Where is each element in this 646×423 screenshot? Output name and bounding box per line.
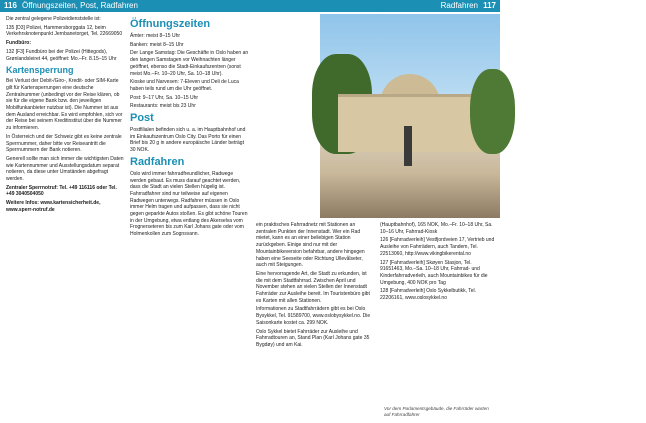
col4-p3: 127 [Fahrradverleih] Skøyen Stasjon, Tel. 91651463, Mo.–Sa. 10–18 Uhr, Fahrrad- und Kinderfahrradverleih, auch Mountainbikes für die Umgebung, 400 NOK pro Tag [380, 259, 488, 286]
col3-p2: Eine hervorragende Art, die Stadt zu erkunden, ist die mit dem Stadtfahrrad. Zwischen April und November stehen an vielen Stellen der Innenstadt Fahrräder zur Ausleihe bereit. Im Touristenbüro gibt es Karten mit allen Stationen. [256, 270, 370, 304]
col1-p7: Zentraler Sperrnotruf: Tel. +49 116116 oder Tel. +49 3040504050 [6, 184, 117, 198]
col3-p3: Informationen zu Stadtfahrrädern gibt es bei Oslo Bysykkel, Tel. 91589700, www.oslobysykkel.no. Die Saisonkarte kostet ca. 299 NOK. [256, 306, 371, 326]
oeff-item-4: Kioske und Narvesen: 7-Eleven und Deli de Luca haben teils rund um die Uhr geöffnet. [130, 79, 239, 92]
col4-p2: 126 [Fahrradverleih] Vestfjordveien 17, Vertrieb und Ausleihe von Fahrrädern, auch Tandem, Tel. 22513060, http://www.vikingbikerental.no [380, 237, 495, 257]
heading-oeffnungszeiten: Öffnungszeiten [130, 18, 211, 30]
col1-p4: Bei Verlust der Debit-/Giro-, Kredit- oder SIM-Karte gilt für Kartensperrungen eine deutsche Zentralnummer (unbedingt vor der Reise klären, ob sie für die eigene Bank bzw. den jeweiligen Mobilfunkanbieter nutzbar ist). Die Nummer ist aus dem Ausland erreichbar. Es wird empfohlen, sich vor der Reise bei seinem Kreditinstitut über die Nummer zu informieren. [6, 78, 123, 132]
radfahren-text: Oslo wird immer fahrradfreundlicher, Radwege werden gebaut. Es muss darauf geachtet werden, dass die Stadt an vielen Stellen hügelig ist. Fahrradfahrer sind nur teilweise auf eigenen Radwegen unterwegs. Radfahrer müssen in Oslo immer Helm tragen und aufpassen, dass sie nicht gegen geparkte Autos stoßen. Es gibt schöne Touren in der Umgebung, etwa entlang des Akerselva vom Frognerseteren bis zum Karl Johans gate oder vom Holmenkollen zum Sognsvann. [130, 170, 248, 238]
col1-p8: Weitere Infos: www.kartensicherheit.de, www.sperr-notruf.de [6, 200, 101, 213]
post-text: Postfilialen befinden sich u. a. im Hauptbahnhof und im Einkaufszentrum Oslo City. Das Porto für einen Brief bis 20 g in andere europäische Länder beträgt 30 NOK. [130, 127, 246, 154]
oeff-item-6: Restaurants: meist bis 23 Uhr [130, 103, 196, 110]
running-title-right: Radfahren [440, 1, 478, 10]
oeff-item-2: Banken: meist 8–15 Uhr [130, 41, 184, 48]
parliament-photo [320, 14, 646, 218]
column-3 [256, 222, 374, 351]
col1-p6: Generell sollte man sich immer die wichtigsten Daten wie Kartennummer und Ausstellungsdatum separat notieren, da diese unter Umständen abgefragt werden. [6, 155, 124, 183]
col1-p3: 132 [F3] Fundbüro bei der Polizei (Hittegods), Grønlandsleiret 44, geöffnet: Mo.–Fr. 8.15–15 Uhr [6, 48, 117, 62]
col3-p1: ein praktisches Fahrradnetz mit Stationen an zentralen Punkten der Innenstadt. Wer ein Rad mietet, kann es an einer beliebigen Station zurückgeben. Einige sind nur mit der Mountainbikeversion befahrbar, andere hingegen haben eine Seeseite oder Richtung Ullevålseter, auch mit Steigungen. [256, 222, 365, 269]
col1-p2: 135 [D3] Polizei, Hammersborggata 12, beim Verkehrsknotenpunkt Jernbanetorget, Tel. 22669050 [6, 24, 123, 38]
col4-p4: 128 [Fahrradverleih] Oslo Sykkelbutikk, Tel. 22206161, www.oslosykkel.no [380, 288, 477, 302]
heading-kartensperrung: Kartensperrung [6, 65, 74, 76]
page-number-right: 117 [483, 1, 496, 10]
oeff-item-1: Ämter: meist 8–15 Uhr [130, 33, 181, 39]
photo-caption: Vor dem Parlamentsgebäude, die Fahrräder warten auf Fahrradfahrer [384, 406, 489, 417]
col1-p5: In Österreich und der Schweiz gibt es keine zentrale Sperrnummer, daher bitte vor Reiseantritt die Sperrnummern der Bank notieren. [6, 133, 122, 154]
oeff-item-5: Post: 9–17 Uhr, Sa. 10–15 Uhr [130, 94, 199, 101]
heading-radfahren: Radfahren [130, 155, 185, 168]
column-1 [6, 16, 124, 216]
heading-post: Post [130, 112, 154, 125]
oeff-item-3: Der Lange Samstag: Die Geschäfte in Oslo haben an den langen Samstagen vor Weihnachten länger geöffnet, ebenso die Stadt-Einkaufszentren (sonst meist Mo.–Fr. 10–20 Uhr, Sa. 10–18 Uhr). [130, 50, 249, 77]
page-number-left: 116 [4, 1, 17, 10]
column-4 [380, 222, 496, 304]
page-header-bar [0, 0, 500, 12]
column-2 [130, 16, 250, 240]
running-title-left: Öffnungszeiten, Post, Radfahren [22, 1, 138, 10]
col3-p4: Oslo Sykkel bietet Fahrräder zur Ausleihe und Fahrradtouren an, Stand Plan (Karl Johans gate 35 Bygdøy) und am Kai. [256, 328, 370, 348]
col4-p1: (Hauptbahnhof), 165 NOK, Mo.–Fr. 10–18 Uhr, Sa. 10–16 Uhr, Fahrrad-Kiosk [380, 222, 493, 235]
photo-credit: 103ol Abb.: Stock [642, 30, 646, 58]
col1-heading-fund: Fundbüro: [6, 40, 31, 47]
col1-p1: Die zentral gelegene Polizeidienststelle ist: [6, 16, 101, 22]
